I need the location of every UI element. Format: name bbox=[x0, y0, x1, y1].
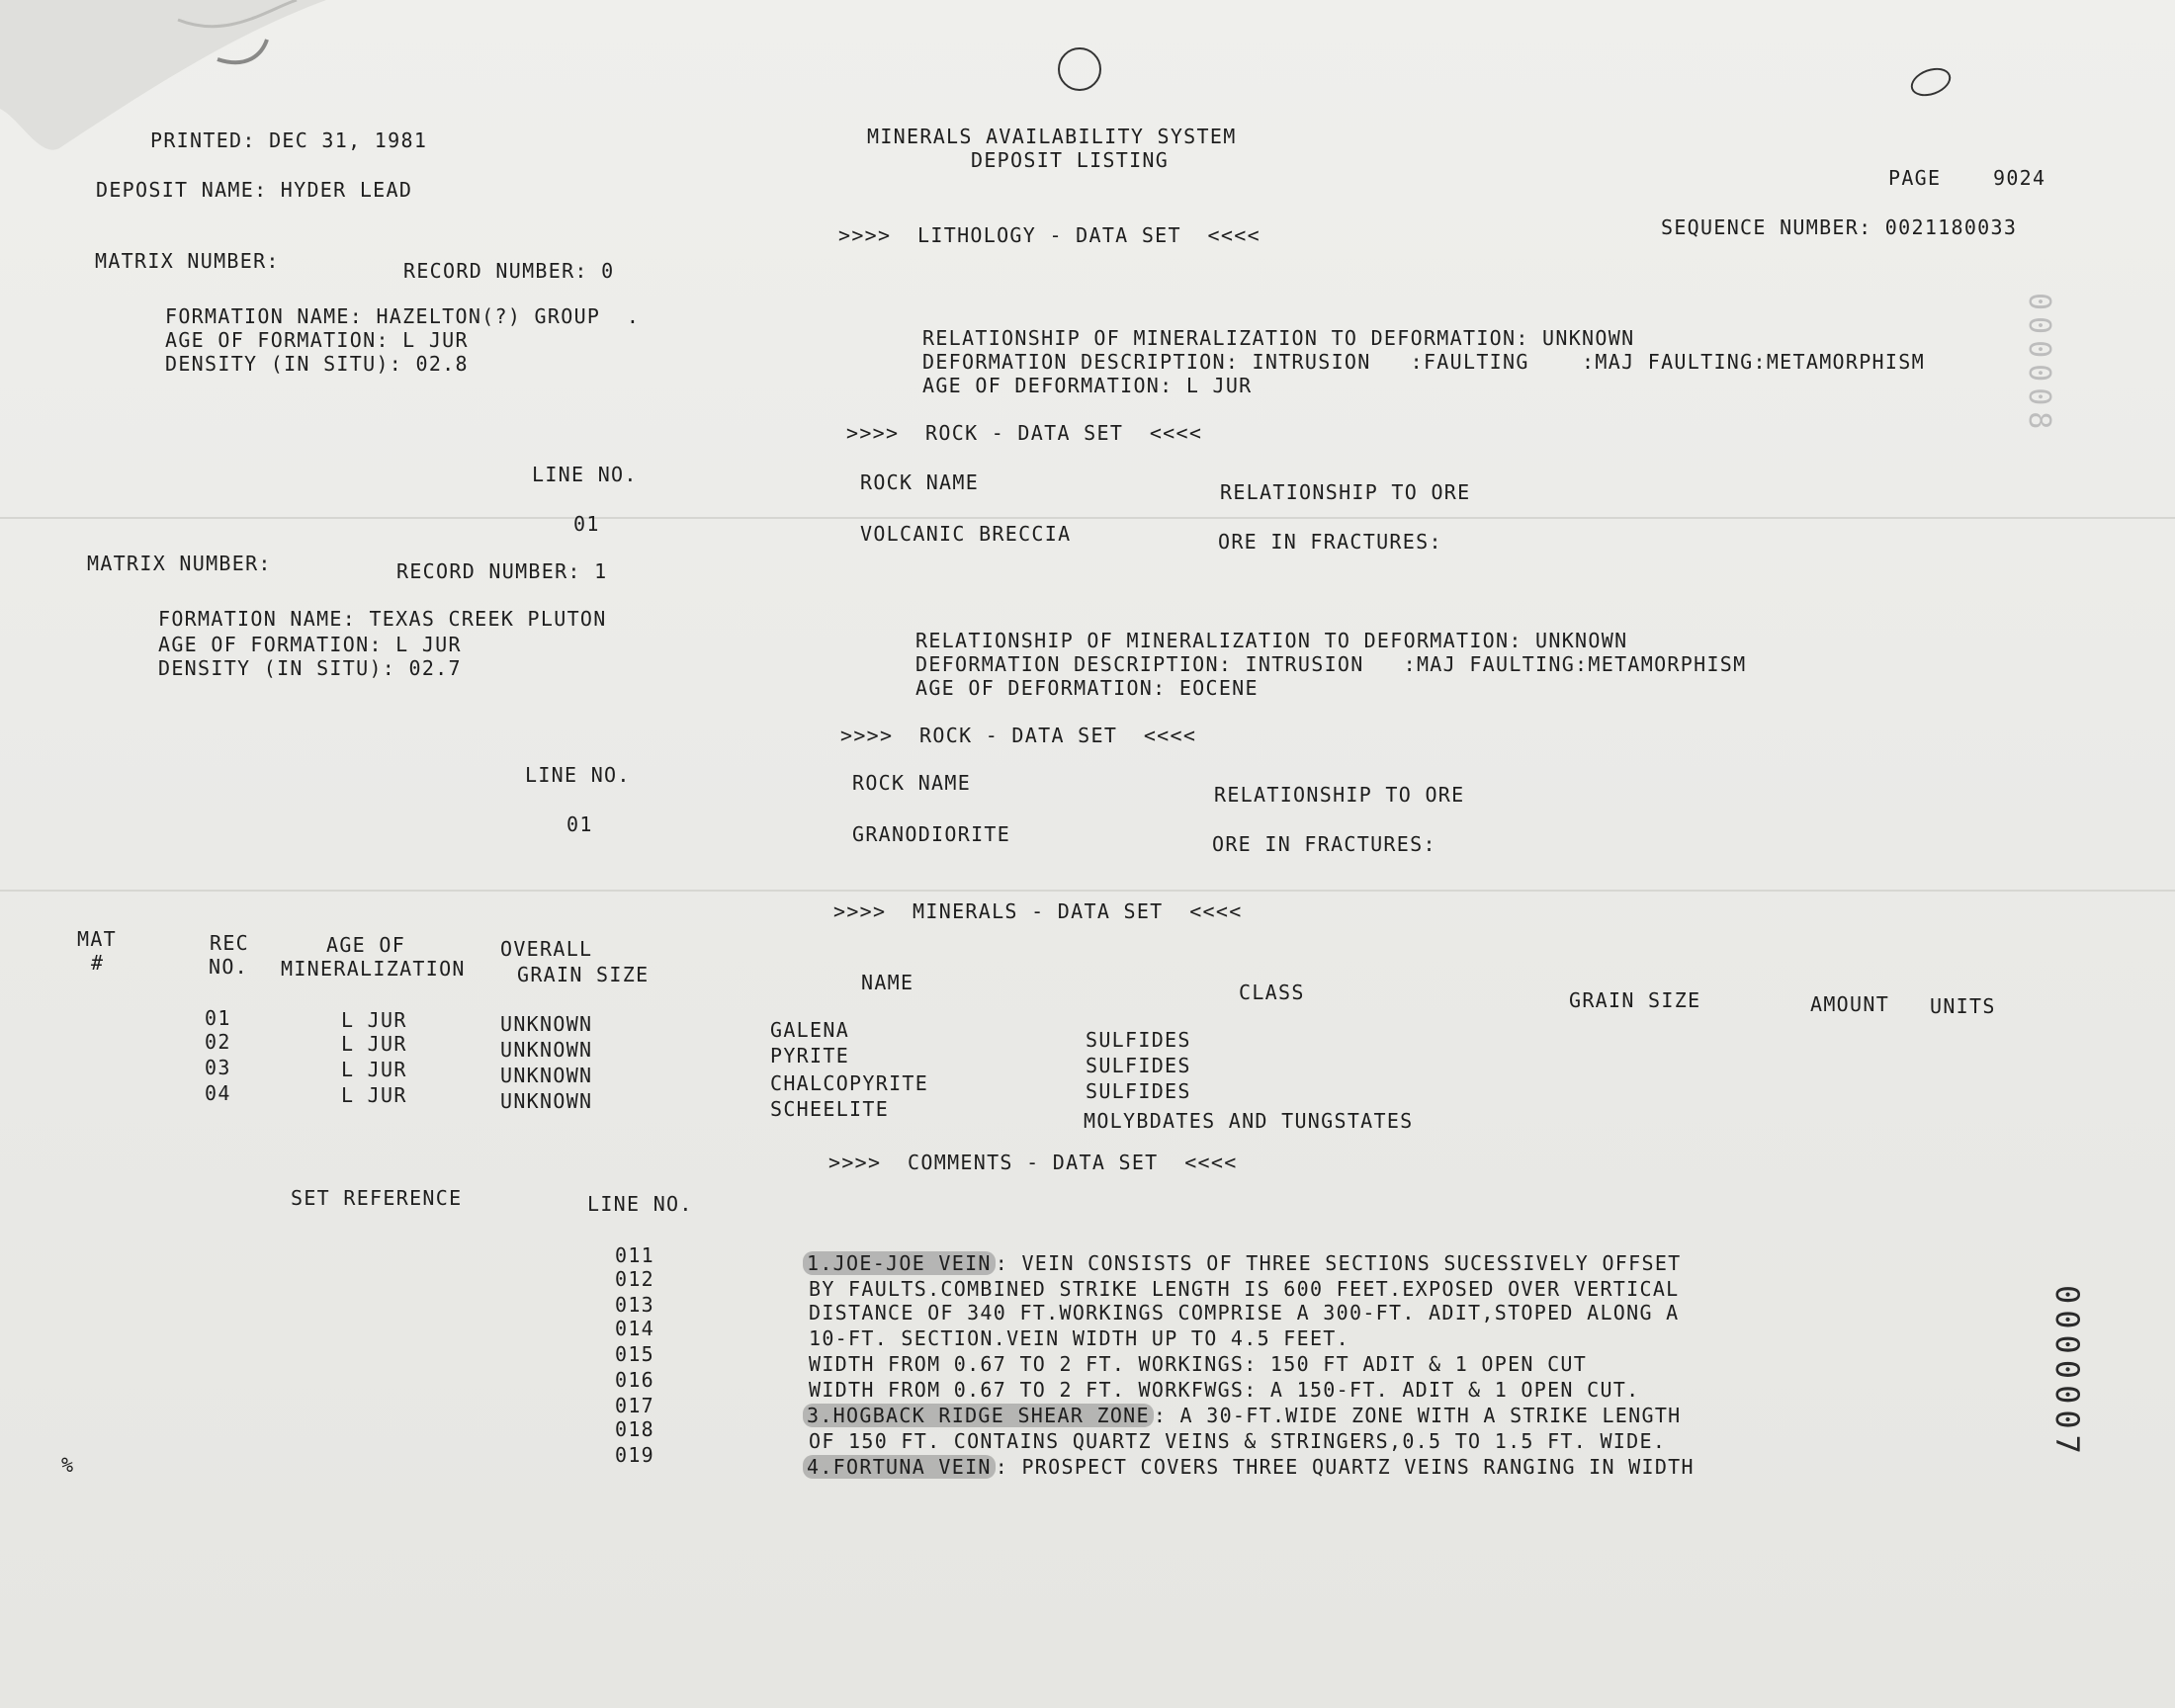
punch-hole-mark bbox=[1907, 63, 1955, 102]
rock-data-set-header: >>>> ROCK - DATA SET <<<< bbox=[840, 724, 1197, 747]
page-number: 9024 bbox=[1993, 166, 2046, 190]
comment-line-no: 011 bbox=[615, 1243, 655, 1267]
relationship-mineralization: RELATIONSHIP OF MINERALIZATION TO DEFORMATION: UNKNOWN bbox=[915, 629, 1628, 652]
col-name: NAME bbox=[861, 971, 914, 994]
mineral-grain: UNKNOWN bbox=[500, 1012, 593, 1036]
comment-text: DISTANCE OF 340 FT.WORKINGS COMPRISE A 300-FT. ADIT,STOPED ALONG A bbox=[809, 1301, 1680, 1324]
fold-line bbox=[0, 890, 2175, 892]
rock-name: GRANODIORITE bbox=[852, 822, 1011, 846]
relationship-to-ore: ORE IN FRACTURES: bbox=[1212, 832, 1436, 856]
mineral-age: L JUR bbox=[341, 1008, 407, 1032]
age-of-formation: AGE OF FORMATION: L JUR bbox=[158, 633, 462, 656]
lithology-header: >>>> LITHOLOGY - DATA SET <<<< bbox=[838, 223, 1261, 247]
stamp-number: 0000007 bbox=[2048, 1285, 2086, 1460]
relationship-to-ore-label: RELATIONSHIP TO ORE bbox=[1220, 480, 1471, 504]
age-of-formation: AGE OF FORMATION: L JUR bbox=[165, 328, 469, 352]
age-of-deformation: AGE OF DEFORMATION: L JUR bbox=[922, 374, 1253, 397]
comment-text: 10-FT. SECTION.VEIN WIDTH UP TO 4.5 FEET. bbox=[809, 1326, 1349, 1350]
mineral-class: SULFIDES bbox=[1086, 1028, 1191, 1052]
stamp-number-faint: 000008 bbox=[2022, 293, 2056, 436]
comment-line-no: 018 bbox=[615, 1417, 655, 1441]
date-printed: PRINTED: DEC 31, 1981 bbox=[150, 128, 428, 152]
deformation-description: DEFORMATION DESCRIPTION: INTRUSION :MAJ FAULTING:METAMORPHISM bbox=[915, 652, 1747, 676]
sequence-number: SEQUENCE NUMBER: 0021180033 bbox=[1661, 215, 2018, 239]
col-grain-size: GRAIN SIZE bbox=[1569, 988, 1701, 1012]
comment-text bbox=[803, 1404, 1682, 1427]
comment-line-no: 013 bbox=[615, 1293, 655, 1317]
mineral-rec: 02 bbox=[205, 1030, 231, 1054]
col-mineralization: MINERALIZATION bbox=[281, 957, 466, 981]
comment-line-no: 015 bbox=[615, 1342, 655, 1366]
mineral-name: CHALCOPYRITE bbox=[770, 1071, 929, 1095]
age-of-deformation: AGE OF DEFORMATION: EOCENE bbox=[915, 676, 1259, 700]
record-number: RECORD NUMBER: 0 bbox=[403, 259, 615, 283]
mineral-rec: 03 bbox=[205, 1056, 231, 1079]
comment-text: WIDTH FROM 0.67 TO 2 FT. WORKINGS: 150 FT ADIT & 1 OPEN CUT bbox=[809, 1352, 1588, 1376]
comment-text: BY FAULTS.COMBINED STRIKE LENGTH IS 600 FEET.EXPOSED OVER VERTICAL bbox=[809, 1277, 1680, 1301]
relationship-to-ore-label: RELATIONSHIP TO ORE bbox=[1214, 783, 1465, 807]
formation-name: FORMATION NAME: TEXAS CREEK PLUTON bbox=[158, 607, 607, 631]
comment-line-no: 017 bbox=[615, 1394, 655, 1417]
mineral-name: GALENA bbox=[770, 1018, 850, 1042]
comment-line-no: 014 bbox=[615, 1317, 655, 1340]
line-no: 01 bbox=[573, 512, 600, 536]
mineral-grain: UNKNOWN bbox=[500, 1064, 593, 1087]
fold-line bbox=[0, 517, 2175, 519]
col-age-of: AGE OF bbox=[326, 933, 406, 957]
matrix-number: MATRIX NUMBER: bbox=[87, 552, 272, 575]
highlighted-vein-name: 4.FORTUNA VEIN bbox=[803, 1455, 996, 1479]
mineral-age: L JUR bbox=[341, 1058, 407, 1081]
record-number: RECORD NUMBER: 1 bbox=[396, 559, 608, 583]
col-mat-hash: # bbox=[91, 951, 105, 975]
col-overall: OVERALL bbox=[500, 937, 593, 961]
line-no: 01 bbox=[566, 812, 593, 836]
col-grain-size-overall: GRAIN SIZE bbox=[517, 963, 650, 986]
line-no-label: LINE NO. bbox=[532, 463, 638, 486]
density: DENSITY (IN SITU): 02.7 bbox=[158, 656, 462, 680]
comment-line-no: 012 bbox=[615, 1267, 655, 1291]
relationship-mineralization: RELATIONSHIP OF MINERALIZATION TO DEFORMATION: UNKNOWN bbox=[922, 326, 1635, 350]
rock-data-set-header: >>>> ROCK - DATA SET <<<< bbox=[846, 421, 1203, 445]
col-class: CLASS bbox=[1239, 981, 1305, 1004]
rock-name-label: ROCK NAME bbox=[860, 470, 980, 494]
line-no-label: LINE NO. bbox=[587, 1192, 693, 1216]
highlighted-zone-name: 3.HOGBACK RIDGE SHEAR ZONE bbox=[803, 1404, 1154, 1427]
mineral-rec: 04 bbox=[205, 1081, 231, 1105]
col-rec-no: NO. bbox=[209, 955, 249, 979]
listing-title: DEPOSIT LISTING bbox=[971, 148, 1170, 172]
deposit-name: DEPOSIT NAME: HYDER LEAD bbox=[96, 178, 413, 202]
mineral-name: SCHEELITE bbox=[770, 1097, 890, 1121]
comment-text-body: : PROSPECT COVERS THREE QUARTZ VEINS RANGING IN WIDTH bbox=[995, 1455, 1695, 1479]
relationship-to-ore: ORE IN FRACTURES: bbox=[1218, 530, 1442, 554]
line-no-label: LINE NO. bbox=[525, 763, 631, 787]
col-rec: REC bbox=[210, 931, 250, 955]
deformation-description: DEFORMATION DESCRIPTION: INTRUSION :FAULTING :MAJ FAULTING:METAMORPHISM bbox=[922, 350, 1925, 374]
mineral-grain: UNKNOWN bbox=[500, 1089, 593, 1113]
comment-text bbox=[803, 1251, 1682, 1275]
rock-name: VOLCANIC BRECCIA bbox=[860, 522, 1072, 546]
col-amount: AMOUNT bbox=[1810, 992, 1890, 1016]
mineral-grain: UNKNOWN bbox=[500, 1038, 593, 1062]
comment-text bbox=[803, 1455, 1695, 1479]
punch-hole-mark bbox=[1058, 47, 1101, 91]
mineral-class: SULFIDES bbox=[1086, 1054, 1191, 1077]
formation-name: FORMATION NAME: HAZELTON(?) GROUP . bbox=[165, 304, 641, 328]
matrix-number: MATRIX NUMBER: bbox=[95, 249, 280, 273]
comment-line-no: 016 bbox=[615, 1368, 655, 1392]
mineral-name: PYRITE bbox=[770, 1044, 850, 1068]
rock-name-label: ROCK NAME bbox=[852, 771, 972, 795]
comment-text-body: : VEIN CONSISTS OF THREE SECTIONS SUCESSIVELY OFFSET bbox=[995, 1251, 1682, 1275]
minerals-data-set-header: >>>> MINERALS - DATA SET <<<< bbox=[833, 899, 1243, 923]
col-units: UNITS bbox=[1930, 994, 1996, 1018]
comments-data-set-header: >>>> COMMENTS - DATA SET <<<< bbox=[828, 1151, 1238, 1174]
system-title: MINERALS AVAILABILITY SYSTEM bbox=[867, 125, 1237, 148]
page-label: PAGE bbox=[1888, 166, 1942, 190]
comment-text: WIDTH FROM 0.67 TO 2 FT. WORKFWGS: A 150-FT. ADIT & 1 OPEN CUT. bbox=[809, 1378, 1640, 1402]
mineral-class: MOLYBDATES AND TUNGSTATES bbox=[1084, 1109, 1414, 1133]
highlighted-vein-name: 1.JOE-JOE VEIN bbox=[803, 1251, 996, 1275]
mineral-age: L JUR bbox=[341, 1083, 407, 1107]
comment-line-no: 019 bbox=[615, 1443, 655, 1467]
comment-text: OF 150 FT. CONTAINS QUARTZ VEINS & STRINGERS,0.5 TO 1.5 FT. WIDE. bbox=[809, 1429, 1667, 1453]
col-mat: MAT bbox=[77, 927, 118, 951]
mineral-class: SULFIDES bbox=[1086, 1079, 1191, 1103]
mineral-age: L JUR bbox=[341, 1032, 407, 1056]
set-reference-label: SET REFERENCE bbox=[291, 1186, 463, 1210]
percent-mark: % bbox=[61, 1453, 75, 1477]
density: DENSITY (IN SITU): 02.8 bbox=[165, 352, 469, 376]
mineral-rec: 01 bbox=[205, 1006, 231, 1030]
comment-text-body: : A 30-FT.WIDE ZONE WITH A STRIKE LENGTH bbox=[1153, 1404, 1682, 1427]
